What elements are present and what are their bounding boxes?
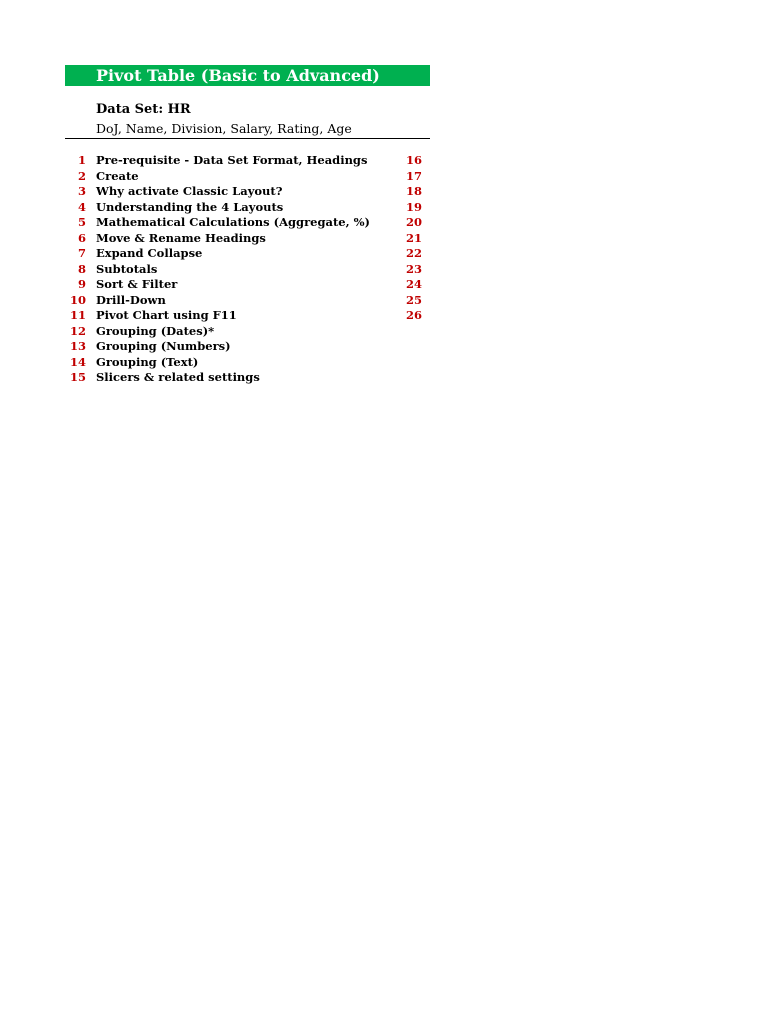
toc-row [0,169,768,185]
toc-number: 2 [77,168,86,183]
toc-topic: Subtotals [96,261,158,276]
toc-topic: Why activate Classic Layout? [96,184,283,198]
toc-page: 20 [405,215,422,229]
toc-number: 3 [77,184,86,198]
toc-number: 15 [69,370,86,384]
table-of-contents [0,153,768,386]
toc-number: 9 [77,277,86,291]
toc-page: 16 [405,153,422,167]
toc-number: 6 [77,230,86,245]
title-bar [65,65,430,86]
toc-topic: Pre-requisite - Data Set Format, Headings [96,153,368,167]
toc-row [0,324,768,340]
toc-row [0,308,768,324]
toc-topic: Understanding the 4 Layouts [96,199,284,214]
toc-number: 13 [69,339,86,353]
toc-row [0,184,768,200]
toc-page: 17 [405,168,422,183]
toc-row [0,262,768,278]
toc-page: 26 [405,308,422,322]
toc-page: 22 [405,246,422,260]
toc-number: 10 [69,292,86,307]
toc-topic: Create [96,168,139,183]
toc-row [0,293,768,309]
toc-topic: Sort & Filter [96,277,178,291]
toc-row [0,246,768,262]
toc-number: 8 [77,261,86,276]
toc-number: 4 [77,199,86,214]
toc-topic: Grouping (Numbers) [96,339,231,353]
toc-topic: Slicers & related settings [96,370,260,384]
toc-topic: Expand Collapse [96,246,203,260]
toc-row [0,277,768,293]
toc-topic: Mathematical Calculations (Aggregate, %) [96,215,370,229]
toc-row [0,215,768,231]
toc-row [0,231,768,247]
toc-number: 1 [77,153,86,167]
divider [65,138,430,139]
page-title: Pivot Table (Basic to Advanced) [96,66,380,85]
toc-topic: Grouping (Dates)* [96,323,215,338]
toc-page: 23 [405,261,422,276]
toc-row [0,339,768,355]
toc-topic: Drill-Down [96,292,166,307]
toc-row [0,370,768,386]
toc-row [0,153,768,169]
toc-number: 12 [69,323,86,338]
toc-topic: Move & Rename Headings [96,230,266,245]
toc-number: 11 [69,308,86,322]
toc-row [0,355,768,371]
dataset-fields: DoJ, Name, Division, Salary, Rating, Age [96,121,352,136]
toc-page: 18 [405,184,422,198]
toc-row [0,200,768,216]
dataset-label: Data Set: HR [96,102,191,117]
toc-page: 19 [405,199,422,214]
toc-page: 25 [405,292,422,307]
toc-topic: Pivot Chart using F11 [96,308,237,322]
toc-topic: Grouping (Text) [96,354,199,369]
toc-number: 14 [69,354,86,369]
toc-page: 24 [405,277,422,291]
toc-page: 21 [405,230,422,245]
toc-number: 7 [77,246,86,260]
toc-number: 5 [77,215,86,229]
